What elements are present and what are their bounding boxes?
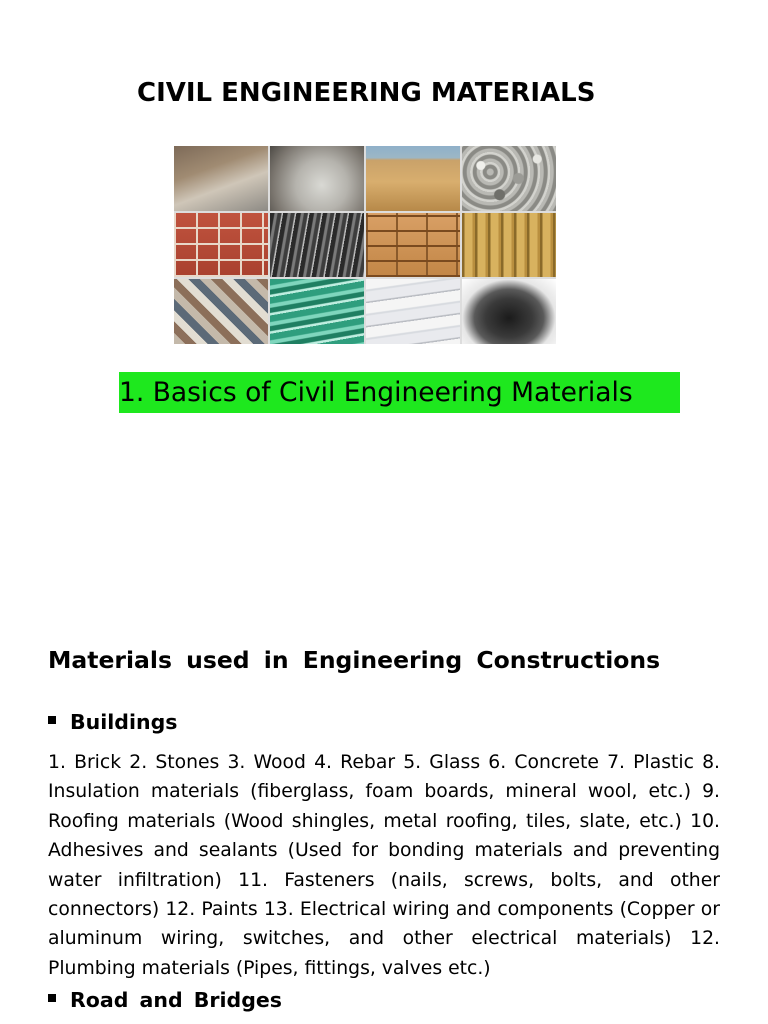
- highlighted-subtitle: 1. Basics of Civil Engineering Materials: [119, 372, 680, 413]
- bullet-road-and-bridges: [48, 988, 282, 1012]
- materials-collage: [174, 146, 556, 344]
- cement-mixing-photo: [174, 146, 268, 211]
- bullet-square-icon: [48, 716, 56, 724]
- stone-tiles-photo: [174, 279, 268, 344]
- insulation-boards-photo: [366, 279, 460, 344]
- cement-pile-photo: [270, 146, 364, 211]
- bullet-label: Road and Bridges: [70, 988, 282, 1012]
- bitumen-photo: [462, 279, 556, 344]
- page-title: CIVIL ENGINEERING MATERIALS: [137, 78, 596, 108]
- bamboo-photo: [462, 213, 556, 278]
- bullet-square-icon: [48, 994, 56, 1002]
- bricks-photo: [174, 213, 268, 278]
- timber-photo: [366, 213, 460, 278]
- gravel-photo: [462, 146, 556, 211]
- section-heading: Materials used in Engineering Constructions: [48, 646, 661, 674]
- sand-pile-photo: [366, 146, 460, 211]
- bullet-buildings: [48, 710, 177, 734]
- glass-sheets-photo: [270, 279, 364, 344]
- bullet-label: Buildings: [70, 710, 178, 734]
- buildings-materials-paragraph: 1. Brick 2. Stones 3. Wood 4. Rebar 5. Glass 6. Concrete 7. Plastic 8. Insulation materials (fiberglass, foam boards, mineral wool, etc.) 9. Roofing materials (Wood shingles, metal roofing, tiles, slate, etc.) 10. Adhesives and sealants (Used for bonding materials and preventing water infiltration) 11. Fasteners (nails, screws, bolts, and other connectors) 12. Paints 13. Electrical wiring and components (Copper or aluminum wiring, switches, and other electrical materials) 12. Plumbing materials (Pipes, fittings, valves etc.): [48, 752, 720, 979]
- rebar-photo: [270, 213, 364, 278]
